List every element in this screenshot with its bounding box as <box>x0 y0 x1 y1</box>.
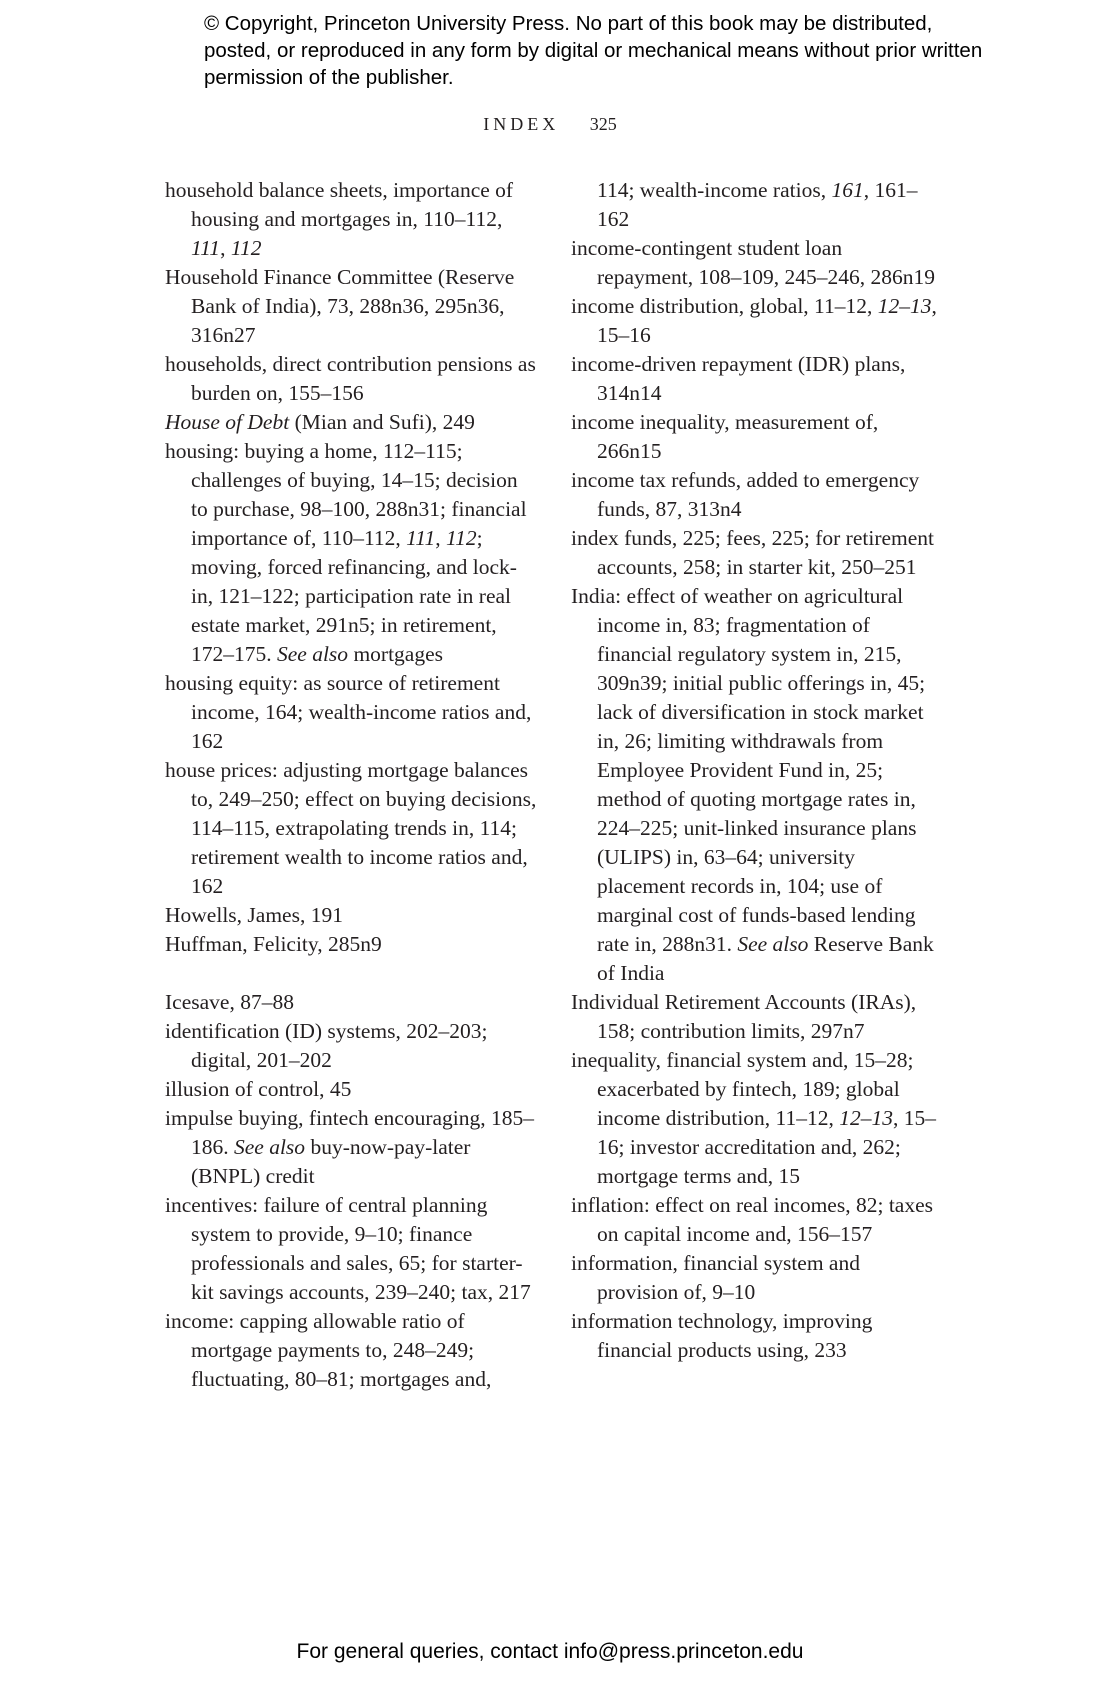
index-entry-text: income inequality, measurement of, 266n15 <box>571 410 879 463</box>
index-entry <box>165 350 537 408</box>
index-entry-text: household balance sheets, importance of housing and mortgages in, 110–112, <box>165 178 514 231</box>
index-entry-italic-text: See also <box>277 642 349 666</box>
index-entry <box>165 669 537 756</box>
index-entry-text: impulse buying, fintech encouraging, 185–186. <box>165 1106 535 1159</box>
index-entry-text: information technology, improving financial products using, 233 <box>571 1309 873 1362</box>
index-entry-italic-text: See also <box>234 1135 306 1159</box>
index-entry <box>571 350 939 408</box>
copyright-notice: © Copyright, Princeton University Press. No part of this book may be distributed, posted, or reproduced in any form by digital or mechanical means without prior written permission of the publisher. <box>204 12 983 89</box>
index-entry <box>571 582 939 988</box>
index-entry <box>571 1307 939 1365</box>
index-column-right <box>571 176 939 1365</box>
index-entry-italic-text: 111 <box>406 526 436 550</box>
running-head-label: INDEX <box>483 114 560 134</box>
index-entry <box>571 988 939 1046</box>
index-entry <box>165 1104 537 1191</box>
index-entry <box>165 1075 537 1104</box>
index-column-left <box>165 176 537 1394</box>
index-entry <box>571 1249 939 1307</box>
index-entry-text: buy-now-pay-later (BNPL) credit <box>191 1135 471 1188</box>
running-head <box>0 114 1100 135</box>
index-entry-text: income: capping allowable ratio of mortgage payments to, 248–249; fluctuating, 80–81; mortgages and, <box>165 1309 492 1391</box>
index-entry <box>165 176 537 263</box>
index-entry-text: Individual Retirement Accounts (IRAs), 158; contribution limits, 297n7 <box>571 990 917 1043</box>
index-entry-text: housing: buying a home, 112–115; challenges of buying, 14–15; decision to purchase, 98–100, 288n31; financial importance of, 110–112, <box>165 439 527 550</box>
index-entry-text: inflation: effect on real incomes, 82; taxes on capital income and, 156–157 <box>571 1193 933 1246</box>
index-entry <box>165 437 537 669</box>
index-entry-text: , 161–162 <box>597 178 918 231</box>
index-entry-italic-text: 161 <box>831 178 864 202</box>
index-entry-italic-text: See also <box>737 932 809 956</box>
index-entry-text: inequality, financial system and, 15–28; exacerbated by fintech, 189; global income distribution, 11–12, <box>571 1048 914 1130</box>
page-number: 325 <box>589 114 617 134</box>
index-entry <box>165 1017 537 1075</box>
index-entry-italic-text: 112 <box>230 236 262 260</box>
index-entry <box>165 901 537 930</box>
index-entry-text: incentives: failure of central planning system to provide, 9–10; finance professionals and sales, 65; for starter-kit savings accounts, 239–240; tax, 217 <box>165 1193 531 1304</box>
index-entry-text: income-driven repayment (IDR) plans, 314n14 <box>571 352 906 405</box>
index-entry-text: , 15–16; investor accreditation and, 262; mortgage terms and, 15 <box>597 1106 937 1188</box>
index-entry-text: , <box>220 236 231 260</box>
index-entry-text: households, direct contribution pensions as burden on, 155–156 <box>165 352 536 405</box>
index-entry <box>165 756 537 901</box>
index-entry <box>571 1046 939 1191</box>
index-entry-text: , <box>435 526 446 550</box>
index-entry <box>571 292 939 350</box>
index-entry-text: Icesave, 87–88 <box>165 990 294 1014</box>
index-entry-text: house prices: adjusting mortgage balances to, 249–250; effect on buying decisions, 114–115, extrapolating trends in, 114; retirement wealth to income ratios and, 162 <box>165 758 537 898</box>
index-entry-italic-text: House of Debt <box>165 410 290 434</box>
index-entry <box>165 930 537 959</box>
index-entry-text: India: effect of weather on agricultural income in, 83; fragmentation of financial regulatory system in, 215, 309n39; initial public offerings in, 45; lack of diversification in stock market in, 26; limiting withdrawals from Employee Provident Fund in, 25; method of quoting mortgage rates in, 224–225; unit-linked insurance plans (ULIPS) in, 63–64; university placement records in, 104; use of marginal cost of funds-based lending rate in, 288n31. <box>571 584 926 956</box>
index-entry <box>165 408 537 437</box>
index-entry-text: Huffman, Felicity, 285n9 <box>165 932 382 956</box>
index-entry-text: housing equity: as source of retirement income, 164; wealth-income ratios and, 162 <box>165 671 532 753</box>
index-entry <box>165 1307 537 1394</box>
index-entry-text: mortgages <box>348 642 443 666</box>
index-entry-text: identification (ID) systems, 202–203; digital, 201–202 <box>165 1019 488 1072</box>
index-entry-italic-text: 12–13 <box>839 1106 894 1130</box>
index-entry-text: income tax refunds, added to emergency funds, 87, 313n4 <box>571 468 920 521</box>
index-entry <box>571 234 939 292</box>
index-entry-text: Reserve Bank of India <box>597 932 934 985</box>
index-entry <box>571 524 939 582</box>
letter-section-gap <box>165 959 537 988</box>
index-entry-italic-text: 111 <box>191 236 221 260</box>
index-entry-text: income-contingent student loan repayment, 108–109, 245–246, 286n19 <box>571 236 935 289</box>
index-entry-text: information, financial system and provision of, 9–10 <box>571 1251 860 1304</box>
index-entry <box>165 263 537 350</box>
index-entry-text: 114; wealth-income ratios, <box>597 178 832 202</box>
index-entry <box>165 1191 537 1307</box>
index-entry-text: Howells, James, 191 <box>165 903 343 927</box>
index-entry-text: income distribution, global, 11–12, <box>571 294 878 318</box>
index-entry-text: , 15–16 <box>597 294 937 347</box>
footer-contact: For general queries, contact info@press.princeton.edu <box>296 1640 804 1663</box>
index-entry-text: (Mian and Sufi), 249 <box>289 410 475 434</box>
index-entry-italic-text: 112 <box>445 526 477 550</box>
index-entry <box>165 988 537 1017</box>
index-entry-italic-text: 12–13 <box>877 294 932 318</box>
index-entry-continuation <box>571 176 939 234</box>
index-entry-text: index funds, 225; fees, 225; for retirement accounts, 258; in starter kit, 250–251 <box>571 526 935 579</box>
index-entry <box>571 1191 939 1249</box>
index-entry <box>571 408 939 466</box>
index-entry-text: Household Finance Committee (Reserve Bank of India), 73, 288n36, 295n36, 316n27 <box>165 265 515 347</box>
index-entry <box>571 466 939 524</box>
index-entry-text: illusion of control, 45 <box>165 1077 352 1101</box>
index-entry-text: ; moving, forced refinancing, and lock-in, 121–122; participation rate in real estate market, 291n5; in retirement, 172–175. <box>191 526 517 666</box>
